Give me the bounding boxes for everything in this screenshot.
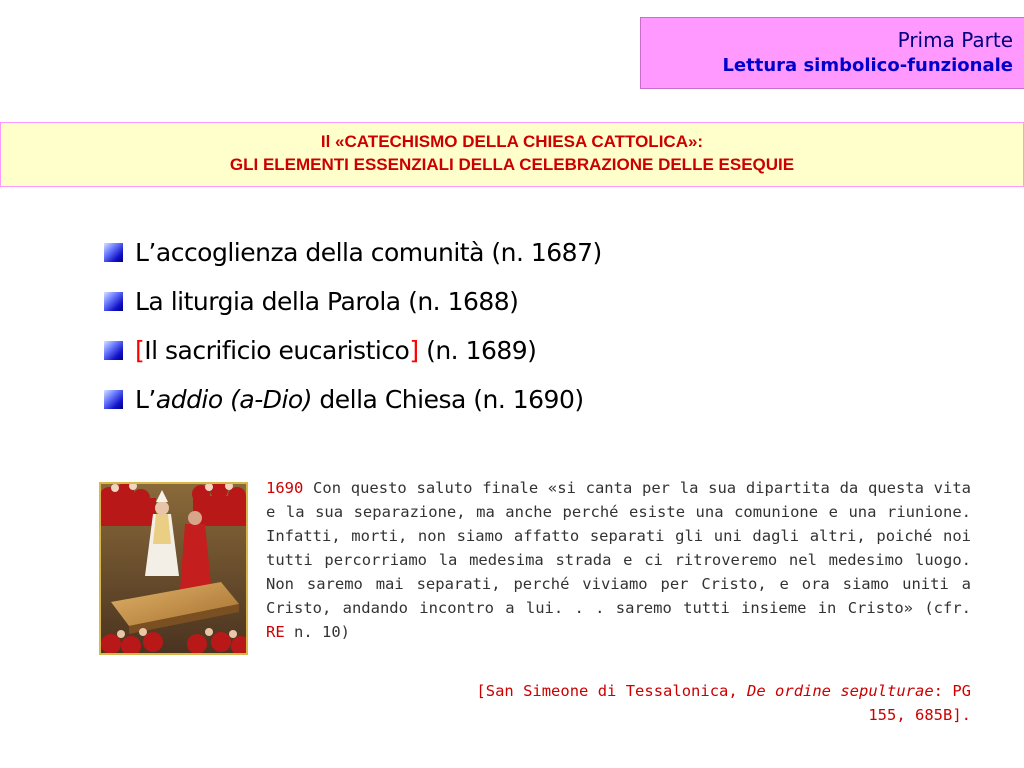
citation-prefix: [San Simeone di Tessalonica,	[476, 682, 748, 700]
bullet-item-addio	[104, 375, 602, 424]
blue-square-bullet-icon	[104, 292, 123, 311]
part-subtitle: Lettura simbolico-funzionale	[722, 55, 1013, 76]
bullet-main-text: Il sacrificio eucaristico	[144, 336, 410, 365]
bullet-text	[135, 385, 584, 414]
bullet-prefix: L’	[135, 385, 156, 414]
bullet-rest-text: della Chiesa (n. 1690)	[311, 385, 584, 414]
open-bracket: [	[135, 336, 145, 365]
bullet-text	[135, 336, 536, 365]
bullet-item-liturgia-parola	[104, 277, 602, 326]
funeral-liturgy-photo	[99, 482, 248, 655]
slide-title-line-2: GLI ELEMENTI ESSENZIALI DELLA CELEBRAZIONE DELLE ESEQUIE	[229, 155, 795, 174]
quote-text: Con questo saluto finale «si canta per la sua dipartita da questa vita e la sua separazione, ma anche perché esiste una comunione e una riunione. Infatti, morti, non siamo affatto separati gli uni dagli altri, poiché noi tutti percorriamo la medesima strada e ci ritroveremo nel medesimo luogo. Non saremo mai separati, perché viviamo per Cristo, e ora siamo uniti a Cristo, andando incontro a lui. . . saremo tutti insieme in Cristo» (cfr.	[266, 479, 971, 617]
blue-square-bullet-icon	[104, 341, 123, 360]
bullet-italic-text: addio (a-Dio)	[155, 385, 312, 414]
section-label-box	[640, 17, 1024, 89]
blue-square-bullet-icon	[104, 390, 123, 409]
bullet-item-sacrificio-eucaristico	[104, 326, 602, 375]
bullet-text: L’accoglienza della comunità (n. 1687)	[135, 238, 602, 267]
blue-square-bullet-icon	[104, 243, 123, 262]
bullet-ref: (n. 1689)	[418, 336, 537, 365]
part-title: Prima Parte	[897, 28, 1013, 52]
re-abbreviation: RE	[266, 623, 285, 641]
paragraph-number: 1690	[266, 479, 304, 497]
citation-work-title: De ordine sepulturae	[747, 682, 934, 700]
slide-title-box	[0, 122, 1024, 187]
quote-text-end: n. 10)	[284, 623, 350, 641]
citation-suffix: : PG 155, 685B].	[868, 682, 971, 724]
close-bracket: ]	[409, 336, 419, 365]
bullet-list	[104, 228, 602, 424]
bullet-item-accoglienza	[104, 228, 602, 277]
bullet-text: La liturgia della Parola (n. 1688)	[135, 287, 519, 316]
slide-title-line-1: Il «CATECHISMO DELLA CHIESA CATTOLICA»:	[320, 132, 704, 151]
citation	[470, 679, 971, 727]
catechism-quote	[266, 476, 971, 644]
